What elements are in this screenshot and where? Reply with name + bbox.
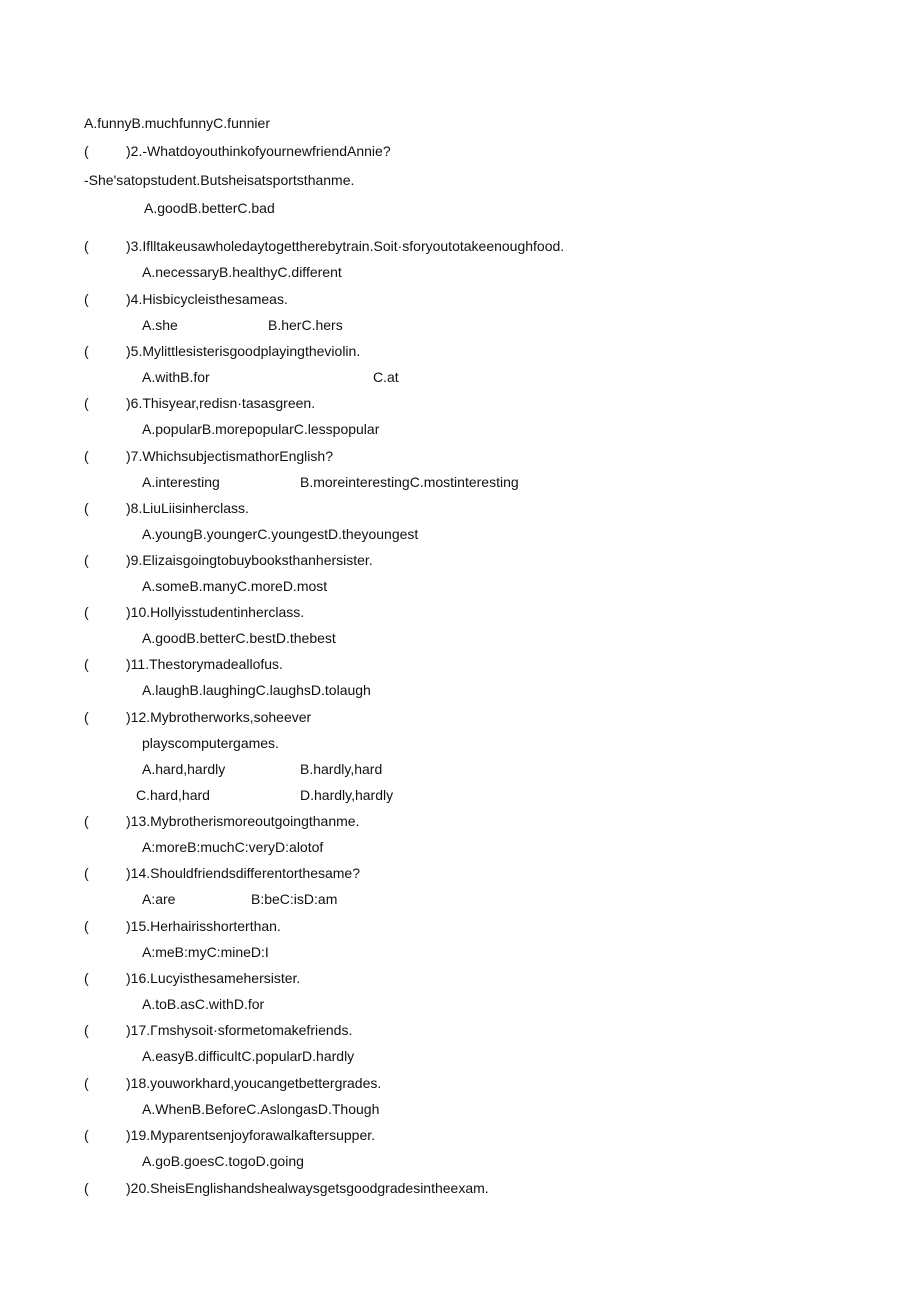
question-15-stem: )15.Herhairisshorterthan. (126, 918, 281, 934)
answer-paren[interactable]: ( (84, 970, 89, 986)
question-10-stem: )10.Hollyisstudentinherclass. (126, 604, 305, 620)
question-7-option-b: B.moreinterestingC.mostinteresting (300, 474, 519, 490)
question-8-options: A.youngB.youngerC.youngestD.theyoungest (142, 526, 419, 542)
question-5-option-b: C.at (373, 369, 399, 385)
answer-paren[interactable]: ( (84, 1127, 89, 1143)
question-3-options: A.necessaryB.healthyC.different (142, 264, 342, 280)
question-2-stem-line2: -She'satopstudent.Butsheisatsportsthanme. (84, 172, 355, 188)
question-14-option-b: B:beC:isD:am (251, 891, 338, 907)
answer-paren[interactable]: ( (84, 395, 89, 411)
answer-paren[interactable]: ( (84, 1075, 89, 1091)
question-17-options: A.easyB.difficultC.popularD.hardly (142, 1048, 355, 1064)
question-4-option-a: A.she (142, 317, 178, 333)
question-12-option-b: B.hardly,hard (300, 761, 383, 777)
question-2-stem: )2.-WhatdoyouthinkofyournewfriendAnnie? (126, 143, 391, 159)
question-5-stem: )5.Mylittlesisterisgoodplayingtheviolin. (126, 343, 361, 359)
answer-paren[interactable]: ( (84, 500, 89, 516)
answer-paren[interactable]: ( (84, 1022, 89, 1038)
question-7-stem: )7.WhichsubjectismathorEnglish? (126, 448, 333, 464)
question-16-stem: )16.Lucyisthesamehersister. (126, 970, 301, 986)
answer-paren[interactable]: ( (84, 709, 89, 725)
question-4-option-b: B.herC.hers (268, 317, 343, 333)
question-12-stem-line2: playscomputergames. (142, 735, 279, 751)
question-8-stem: )8.LiuLiisinherclass. (126, 500, 249, 516)
question-11-stem: )11.Thestorymadeallofus. (126, 656, 283, 672)
question-10-options: A.goodB.betterC.bestD.thebest (142, 630, 336, 646)
answer-paren[interactable]: ( (84, 865, 89, 881)
question-12-option-d: D.hardly,hardly (300, 787, 394, 803)
answer-paren[interactable]: ( (84, 448, 89, 464)
question-14-stem: )14.Shouldfriendsdifferentorthesame? (126, 865, 361, 881)
question-13-stem: )13.Mybrotherismoreoutgoingthanme. (126, 813, 360, 829)
question-2-options: A.goodB.betterC.bad (144, 200, 275, 216)
question-12-stem: )12.Mybrotherworks,soheever (126, 709, 312, 725)
answer-paren[interactable]: ( (84, 918, 89, 934)
question-16-options: A.toB.asC.withD.for (142, 996, 265, 1012)
answer-paren[interactable]: ( (84, 656, 89, 672)
answer-paren[interactable]: ( (84, 813, 89, 829)
answer-paren[interactable]: ( (84, 291, 89, 307)
answer-paren[interactable]: ( (84, 1180, 89, 1196)
answer-paren[interactable]: ( (84, 143, 89, 159)
question-17-stem: )17.Γmshysoit·sformetomakefriends. (126, 1022, 353, 1038)
question-18-stem: )18.youworkhard,youcangetbettergrades. (126, 1075, 382, 1091)
question-1-options: A.funnyB.muchfunnyC.funnier (84, 115, 270, 131)
question-15-options: A:meB:myC:mineD:I (142, 944, 269, 960)
question-4-stem: )4.Hisbicycleisthesameas. (126, 291, 288, 307)
question-12-option-c: C.hard,hard (136, 787, 210, 803)
question-19-options: A.goB.goesC.togoD.going (142, 1153, 304, 1169)
question-13-options: A:moreB:muchC:veryD:alotof (142, 839, 324, 855)
answer-paren[interactable]: ( (84, 604, 89, 620)
question-12-option-a: A.hard,hardly (142, 761, 226, 777)
question-11-options: A.laughB.laughingC.laughsD.tolaugh (142, 682, 371, 698)
question-6-options: A.popularB.morepopularC.lesspopular (142, 421, 380, 437)
question-9-stem: )9.Elizaisgoingtobuybooksthanhersister. (126, 552, 373, 568)
answer-paren[interactable]: ( (84, 343, 89, 359)
question-20-stem: )20.SheisEnglishandshealwaysgetsgoodgradesintheexam. (126, 1180, 489, 1196)
question-3-stem: )3.Iflltakeusawholedaytogettherebytrain.Soit·sforyoutotakeenoughfood. (126, 238, 565, 254)
question-18-options: A.WhenB.BeforeC.AslongasD.Though (142, 1101, 380, 1117)
question-5-option-a: A.withB.for (142, 369, 210, 385)
question-19-stem: )19.Myparentsenjoyforawalkaftersupper. (126, 1127, 376, 1143)
answer-paren[interactable]: ( (84, 238, 89, 254)
answer-paren[interactable]: ( (84, 552, 89, 568)
question-14-option-a: A:are (142, 891, 176, 907)
question-6-stem: )6.Thisyear,redisn·tasasgreen. (126, 395, 316, 411)
question-7-option-a: A.interesting (142, 474, 220, 490)
question-9-options: A.someB.manyC.moreD.most (142, 578, 328, 594)
